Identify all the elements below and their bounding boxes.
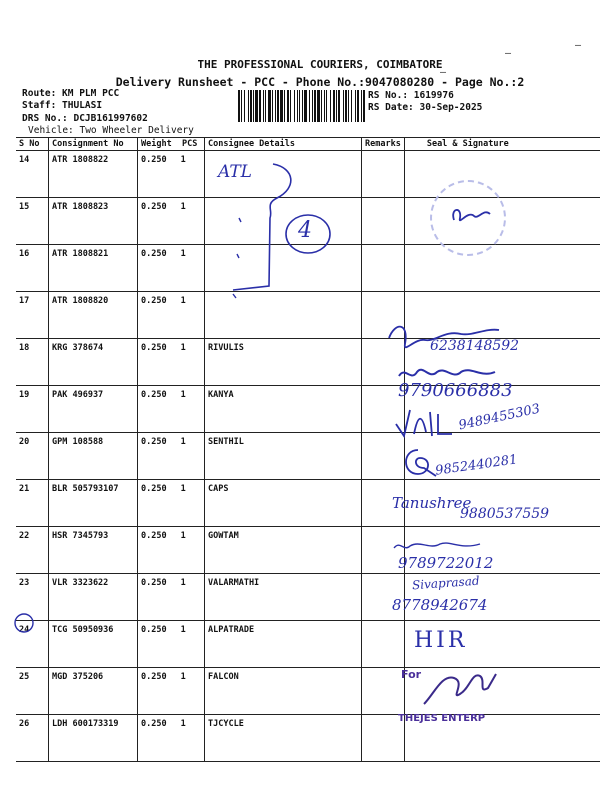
consignee-cell: KANYA	[205, 386, 362, 433]
handwritten-phone: 9489455303	[457, 401, 542, 434]
column-header: Remarks	[362, 138, 405, 151]
remarks-cell	[362, 198, 405, 245]
weight-cell: 0.250 1	[138, 668, 205, 715]
column-header: Weight PCS	[138, 138, 205, 151]
consignment-cell: LDH 600173319	[49, 715, 138, 762]
consignee-cell: RIVULIS	[205, 339, 362, 386]
handwritten-phone: 9852440281	[434, 452, 519, 479]
consignee-cell: ALPATRADE	[205, 621, 362, 668]
handwritten-atl: ATL	[218, 162, 252, 182]
consignment-cell: ATR 1808820	[49, 292, 138, 339]
consignment-cell: HSR 7345793	[49, 527, 138, 574]
weight-cell: 0.250 1	[138, 715, 205, 762]
company-title: THE PROFESSIONAL COURIERS, COIMBATORE	[197, 58, 443, 71]
column-header: Consignee Details	[205, 138, 362, 151]
vehicle-label: Vehicle: Two Wheeler Delivery	[28, 125, 194, 136]
remarks-cell	[362, 151, 405, 198]
runsheet-subtitle: Delivery Runsheet - PCC - Phone No.:9047080280 - Page No.:2	[115, 75, 525, 89]
sno-cell: 20	[16, 433, 49, 480]
consignee-cell: CAPS	[205, 480, 362, 527]
handwritten-hir: HIR	[414, 628, 468, 653]
corner-mark: –	[440, 67, 447, 78]
table-row	[16, 621, 600, 668]
consignment-cell: ATR 1808821	[49, 245, 138, 292]
weight-cell: 0.250 1	[138, 574, 205, 621]
sno-cell: 22	[16, 527, 49, 574]
stamp-for: For	[401, 668, 422, 681]
sno-cell: 16	[16, 245, 49, 292]
signature-15	[448, 200, 498, 230]
weight-cell: 0.250 1	[138, 480, 205, 527]
column-header: S No	[16, 138, 49, 151]
corner-mark: –	[575, 40, 582, 51]
weight-cell: 0.250 1	[138, 386, 205, 433]
table-row	[16, 527, 600, 574]
weight-cell: 0.250 1	[138, 433, 205, 480]
table-row	[16, 574, 600, 621]
rs-number: RS No.: 1619976	[368, 90, 454, 101]
sno-cell: 26	[16, 715, 49, 762]
weight-cell: 0.250 1	[138, 245, 205, 292]
consignment-cell: BLR 505793107	[49, 480, 138, 527]
consignment-cell: TCG 50950936	[49, 621, 138, 668]
consignment-cell: VLR 3323622	[49, 574, 138, 621]
sno-cell: 21	[16, 480, 49, 527]
handwritten-phone: 6238148592	[430, 338, 520, 354]
weight-cell: 0.250 1	[138, 527, 205, 574]
table-header-row	[16, 138, 600, 151]
column-header: Consignment No	[49, 138, 138, 151]
consignee-cell: SENTHIL	[205, 433, 362, 480]
remarks-cell	[362, 245, 405, 292]
sno-cell: 24	[16, 621, 49, 668]
weight-cell: 0.250 1	[138, 339, 205, 386]
remarks-cell	[362, 621, 405, 668]
stamp-signature	[420, 664, 500, 710]
signature-cell	[404, 151, 600, 198]
consignment-cell: PAK 496937	[49, 386, 138, 433]
consignee-cell: GOWTAM	[205, 527, 362, 574]
weight-cell: 0.250 1	[138, 198, 205, 245]
sno-cell: 23	[16, 574, 49, 621]
weight-cell: 0.250 1	[138, 292, 205, 339]
sno-cell: 25	[16, 668, 49, 715]
consignment-cell: GPM 108588	[49, 433, 138, 480]
consignment-cell: MGD 375206	[49, 668, 138, 715]
handwritten-phone: 9789722012	[398, 554, 494, 572]
consignment-cell: ATR 1808823	[49, 198, 138, 245]
sno-cell: 14	[16, 151, 49, 198]
handwritten-phone: 8778942674	[392, 596, 488, 614]
sno-cell: 17	[16, 292, 49, 339]
consignment-cell: KRG 378674	[49, 339, 138, 386]
barcode-image	[238, 90, 365, 122]
consignee-cell: FALCON	[205, 668, 362, 715]
table-row	[16, 715, 600, 762]
consignee-cell: TJCYCLE	[205, 715, 362, 762]
circled-row-number	[14, 612, 38, 634]
signature-23	[390, 536, 490, 556]
weight-cell: 0.250 1	[138, 151, 205, 198]
sno-cell: 18	[16, 339, 49, 386]
handwritten-name: Sivaprasad	[411, 573, 480, 593]
weight-cell: 0.250 1	[138, 621, 205, 668]
staff-label: Staff: THULASI	[22, 100, 103, 111]
consignee-cell: VALARMATHI	[205, 574, 362, 621]
rs-date: RS Date: 30-Sep-2025	[368, 102, 483, 113]
table-row	[16, 668, 600, 715]
bracket-mark	[225, 158, 335, 308]
route-label: Route: KM PLM PCC	[22, 88, 120, 99]
signature-cell	[404, 245, 600, 292]
sno-cell: 19	[16, 386, 49, 433]
stamp-company: THEJES ENTERP	[398, 713, 486, 724]
handwritten-name: Tanushree	[392, 494, 472, 512]
handwritten-phone: 9790666883	[398, 380, 513, 401]
column-header: Seal & Signature	[404, 138, 600, 151]
circled-count: 4	[298, 218, 312, 243]
corner-mark: –	[505, 48, 512, 59]
handwritten-phone: 9880537559	[460, 506, 550, 522]
consignment-cell: ATR 1808822	[49, 151, 138, 198]
drs-number: DRS No.: DCJB161997602	[22, 113, 148, 124]
remarks-cell	[362, 668, 405, 715]
sno-cell: 15	[16, 198, 49, 245]
